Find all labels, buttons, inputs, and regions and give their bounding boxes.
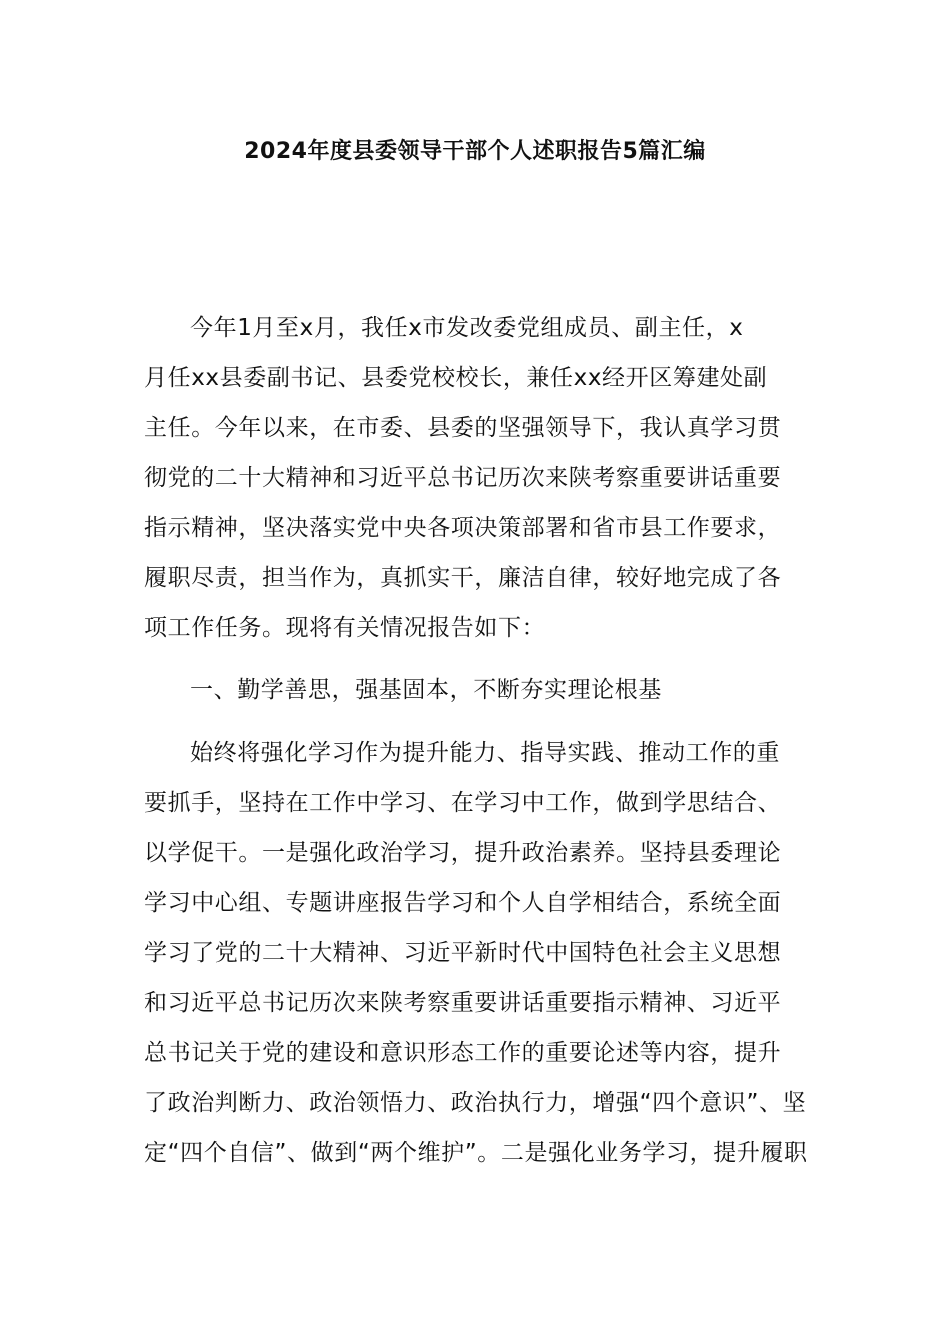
paragraph-line: 主任。今年以来，在市委、县委的坚强领导下，我认真学习贯 [144, 415, 782, 441]
paragraph-line: 定“四个自信”、做到“两个维护”。二是强化业务学习，提升履职 [144, 1140, 808, 1166]
paragraph-line: 履职尽责，担当作为，真抓实干，廉洁自律，较好地完成了各 [144, 565, 782, 591]
document-title: 2024年度县委领导干部个人述职报告5篇汇编 [244, 139, 706, 164]
paragraph-line: 彻党的二十大精神和习近平总书记历次来陕考察重要讲话重要 [144, 465, 782, 491]
paragraph-line: 项工作任务。现将有关情况报告如下： [144, 615, 546, 641]
paragraph-line: 和习近平总书记历次来陕考察重要讲话重要指示精神、习近平 [144, 990, 782, 1016]
paragraph-line: 今年1月至x月，我任x市发改委党组成员、副主任，x [190, 315, 744, 341]
paragraph-line: 以学促干。一是强化政治学习，提升政治素养。坚持县委理论 [144, 840, 782, 866]
paragraph-line: 指示精神，坚决落实党中央各项决策部署和省市县工作要求， [144, 515, 782, 541]
paragraph-line: 月任xx县委副书记、县委党校校长，兼任xx经开区筹建处副 [144, 365, 768, 391]
paragraph-line: 了政治判断力、政治领悟力、政治执行力，增强“四个意识”、坚 [144, 1090, 807, 1116]
paragraph-line: 始终将强化学习作为提升能力、指导实践、推动工作的重 [190, 740, 780, 766]
paragraph-line: 学习了党的二十大精神、习近平新时代中国特色社会主义思想 [144, 940, 782, 966]
paragraph-line: 学习中心组、专题讲座报告学习和个人自学相结合，系统全面 [144, 890, 782, 916]
paragraph-line: 总书记关于党的建设和意识形态工作的重要论述等内容，提升 [144, 1040, 782, 1066]
paragraph-line: 要抓手，坚持在工作中学习、在学习中工作，做到学思结合、 [144, 790, 782, 816]
section-heading: 一、勤学善思，强基固本，不断夯实理论根基 [190, 677, 662, 703]
